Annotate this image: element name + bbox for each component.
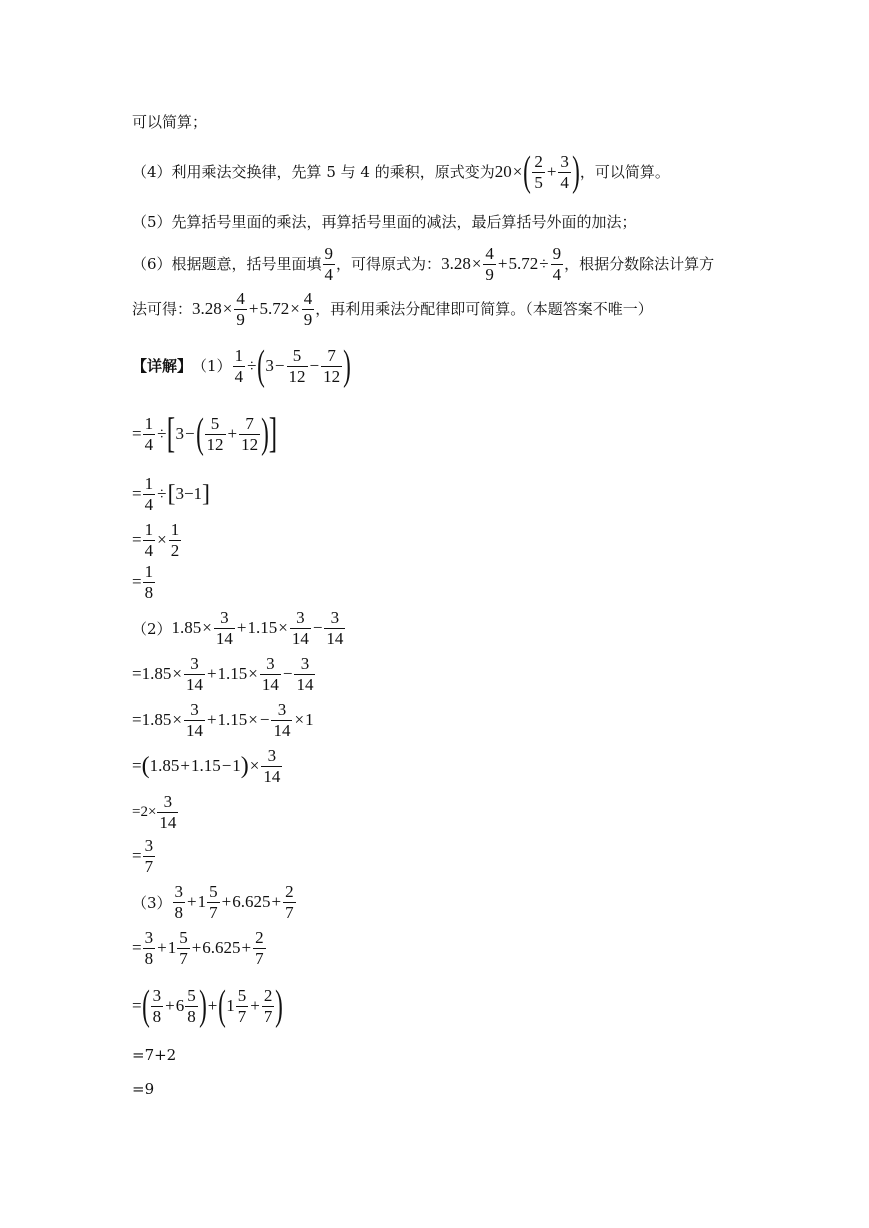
math-fraction: $\frac{2}{7}$ [263,985,273,1026]
math-operator: × [512,162,523,181]
hint-line-5 [132,288,653,330]
step-text: =7+2 [132,1046,177,1064]
hint-text: ，可以简算。 [579,163,670,181]
math-fraction: $\frac{4}{9}$ [303,288,313,329]
math-fraction: $\frac{3}{14}$ [159,791,177,832]
math-paren: ( [523,149,532,195]
hint-text: （5）先算括号里面的乘法，再算括号里面的减法，最后算括号外面的加法； [132,213,637,231]
math-fraction: $\frac{4}{9}$ [485,243,494,284]
solution-step: =2× $\frac{3}{14}$ [132,791,177,832]
math-fraction: $\frac{9}{4}$ [324,243,334,284]
math-fraction: $\frac{5}{7}$ [179,927,188,968]
math-fraction: $\frac{5}{7}$ [237,985,247,1026]
math-fraction: $\frac{3}{14}$ [185,653,203,694]
hint-text: ，根据分数除法计算方 [564,255,715,273]
math-fraction: $\frac{3}{14}$ [273,699,291,740]
math-expression [322,244,337,284]
math-fraction: $\frac{3}{8}$ [174,881,184,922]
hint-text: 可以简算； [132,113,208,131]
math-fraction: $\frac{3}{14}$ [263,745,281,786]
math-fraction: $\frac{2}{5}$ [534,151,543,192]
math-fraction: $\frac{1}{4}$ [144,519,154,560]
part-tag: （1） [192,357,232,375]
math-fraction: $\frac{3}{14}$ [261,653,279,694]
math-expression [495,151,580,193]
hint-text: （4）利用乘法交换律，先算 5 与 4 的乘积，原式变为 [132,163,495,181]
math-fraction: $\frac{5}{7}$ [209,881,218,922]
math-fraction: $\frac{7}{12}$ [323,345,341,386]
solution-step: = 1.85 × $\frac{3}{14}$ + 1.15 × $\frac{3}{14}$ − $\frac{3}{14}$ [132,653,314,694]
math-fraction: $\frac{5}{12}$ [206,413,224,454]
math-fraction: $\frac{4}{9}$ [236,288,245,329]
solution-step: = $\frac{3}{7}$ [132,835,154,876]
part-tag: （2） [132,619,172,638]
solution-step: = $\frac{1}{4}$ ÷ [ 3 − ( $\frac{5}{12}$ + $\frac{7}{12}$ ) ] [132,411,278,457]
math-fraction: $\frac{3}{14}$ [291,607,309,648]
math-expression: 3.28 × $\frac{4}{9}$ + 5.72 ÷ $\frac{9}{4}$ [441,243,562,284]
hint-line-4 [132,243,714,285]
math-fraction: $\frac{1}{2}$ [170,519,180,560]
math-fraction: $\frac{3}{14}$ [326,607,344,648]
math-fraction: $\frac{5}{8}$ [187,985,196,1026]
math-fraction: $\frac{3}{7}$ [144,835,154,876]
solution-line-1 [132,342,351,390]
math-expression: 3.28 × $\frac{4}{9}$ + 5.72 × $\frac{4}{9}$ [192,288,313,329]
math-fraction: $\frac{7}{12}$ [241,413,259,454]
math-fraction: $\frac{3}{14}$ [185,699,203,740]
solution-step: = $\frac{3}{8}$ + 1 $\frac{5}{7}$ + 6.625 + $\frac{2}{7}$ [132,927,264,968]
step-text: =9 [132,1080,155,1098]
solution-step [132,1080,154,1098]
solution-step [132,1046,176,1064]
hint-text: ，再利用乘法分配律即可简算。（本题答案不唯一） [315,300,653,318]
math-fraction: $\frac{1}{4}$ [144,473,154,514]
math-fraction: $\frac{9}{4}$ [552,243,562,284]
math-fraction: $\frac{1}{4}$ [144,413,154,454]
math-fraction: $\frac{1}{4}$ [234,345,244,386]
solution-line-3: （3） $\frac{3}{8}$ + 1 $\frac{5}{7}$ + 6.625 + $\frac{2}{7}$ [132,881,294,922]
math-operator: + [546,162,557,181]
math-fraction: $\frac{3}{8}$ [152,985,162,1026]
hint-line-2 [132,150,670,194]
solution-label: 【详解】 [132,357,193,375]
math-paren: ) [572,149,580,195]
math-fraction: $\frac{2}{7}$ [285,881,294,922]
hint-line-3 [132,213,637,231]
hint-text: （6）根据题意，括号里面填 [132,255,322,273]
solution-step: = 1.85 × $\frac{3}{14}$ + 1.15 × − $\frac{3}{14}$ × 1 [132,699,314,740]
hint-line-1 [132,113,207,131]
math-fraction: $\frac{3}{14}$ [296,653,314,694]
solution-step: = ( $\frac{3}{8}$ + 6 $\frac{5}{8}$ ) + ( 1 $\frac{5}{7}$ + $\frac{2}{7}$ ) [132,983,284,1029]
math-expression: $\frac{1}{4}$ ÷ ( 3 − $\frac{5}{12}$ − $\frac{7}{12}$ ) [234,343,351,389]
math-fraction: $\frac{5}{12}$ [288,345,306,386]
part-tag: （3） [132,893,172,912]
math-fraction: $\frac{3}{14}$ [215,607,233,648]
math-fraction: $\frac{1}{8}$ [144,561,154,602]
solution-line-2: （2） 1.85 × $\frac{3}{14}$ + 1.15 × $\frac{3}{14}$ − $\frac{3}{14}$ [132,607,344,648]
math-number: 20 [494,162,512,181]
solution-step: = $\frac{1}{4}$ × $\frac{1}{2}$ [132,519,180,560]
solution-step: = ( 1.85 + 1.15 − 1 ) × $\frac{3}{14}$ [132,745,281,786]
math-fraction: $\frac{3}{8}$ [144,927,154,968]
hint-text: ，可得原式为： [336,255,442,273]
solution-step: = $\frac{1}{4}$ ÷ [ 3−1 ] [132,473,211,514]
solution-step: = $\frac{1}{8}$ [132,561,154,602]
hint-text: 法可得： [132,300,193,318]
math-fraction: $\frac{2}{7}$ [255,927,264,968]
math-fraction: $\frac{3}{4}$ [560,151,569,192]
